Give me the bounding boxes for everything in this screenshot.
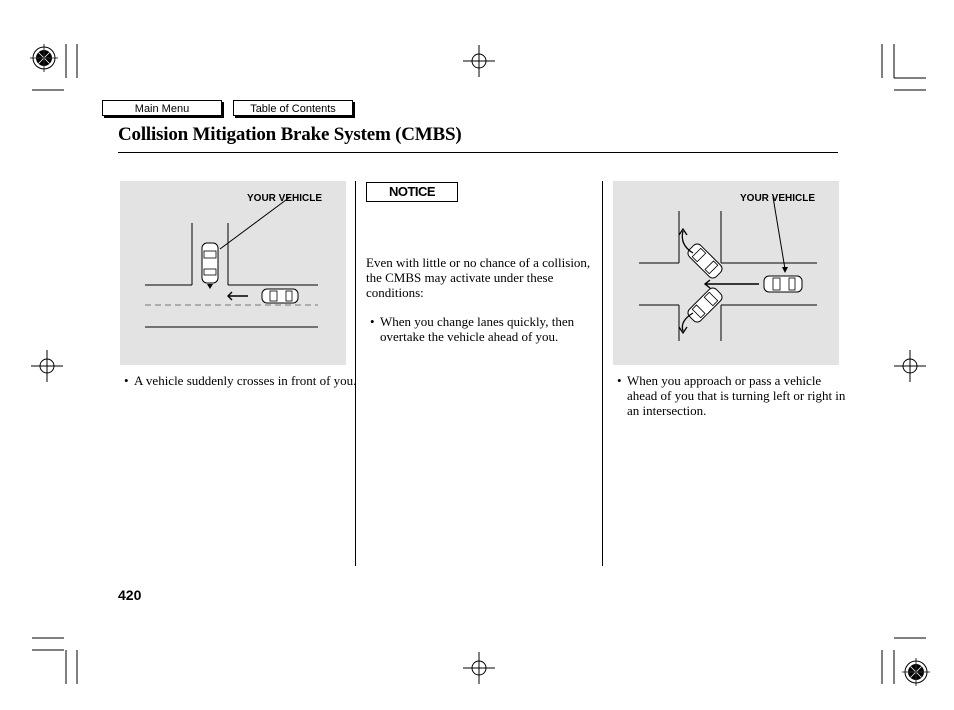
crosshair-icon [31, 350, 63, 382]
your-vehicle-label: YOUR VEHICLE [247, 193, 323, 204]
car-icon [686, 286, 724, 324]
list-item: • When you change lanes quickly, then overtake the vehicle ahead of you. [370, 314, 575, 344]
arrow-icon [228, 292, 248, 300]
crosshair-icon [463, 45, 495, 77]
intersection-figure [613, 181, 839, 365]
intersection-diagram [613, 181, 839, 365]
page-title: Collision Mitigation Brake System (CMBS) [118, 124, 462, 145]
crossing-vehicle-figure [120, 181, 346, 365]
column-divider [602, 181, 603, 566]
title-rule [118, 152, 838, 153]
page-number: 420 [118, 587, 142, 603]
your-vehicle-label: YOUR VEHICLE [740, 193, 816, 204]
list-item: • When you approach or pass a vehicle ahead of you that is turning left or right in an intersection. [617, 373, 846, 418]
crossing-diagram [120, 181, 346, 365]
intro-paragraph: Even with little or no chance of a collision, the CMBS may activate under these conditions: [366, 255, 591, 300]
list-item: • A vehicle suddenly crosses in front of you. [124, 373, 357, 388]
registration-target-icon [902, 658, 930, 686]
crosshair-icon [463, 652, 495, 684]
car-icon [202, 243, 218, 283]
table-of-contents-button[interactable]: Table of Contents [233, 100, 353, 116]
car-icon [262, 289, 298, 303]
registration-target-icon [30, 44, 58, 72]
arrow-icon [705, 280, 759, 288]
main-menu-button[interactable]: Main Menu [102, 100, 222, 116]
crosshair-icon [894, 350, 926, 382]
car-icon [764, 276, 802, 292]
notice-label: NOTICE [366, 182, 458, 202]
car-icon [686, 242, 724, 280]
